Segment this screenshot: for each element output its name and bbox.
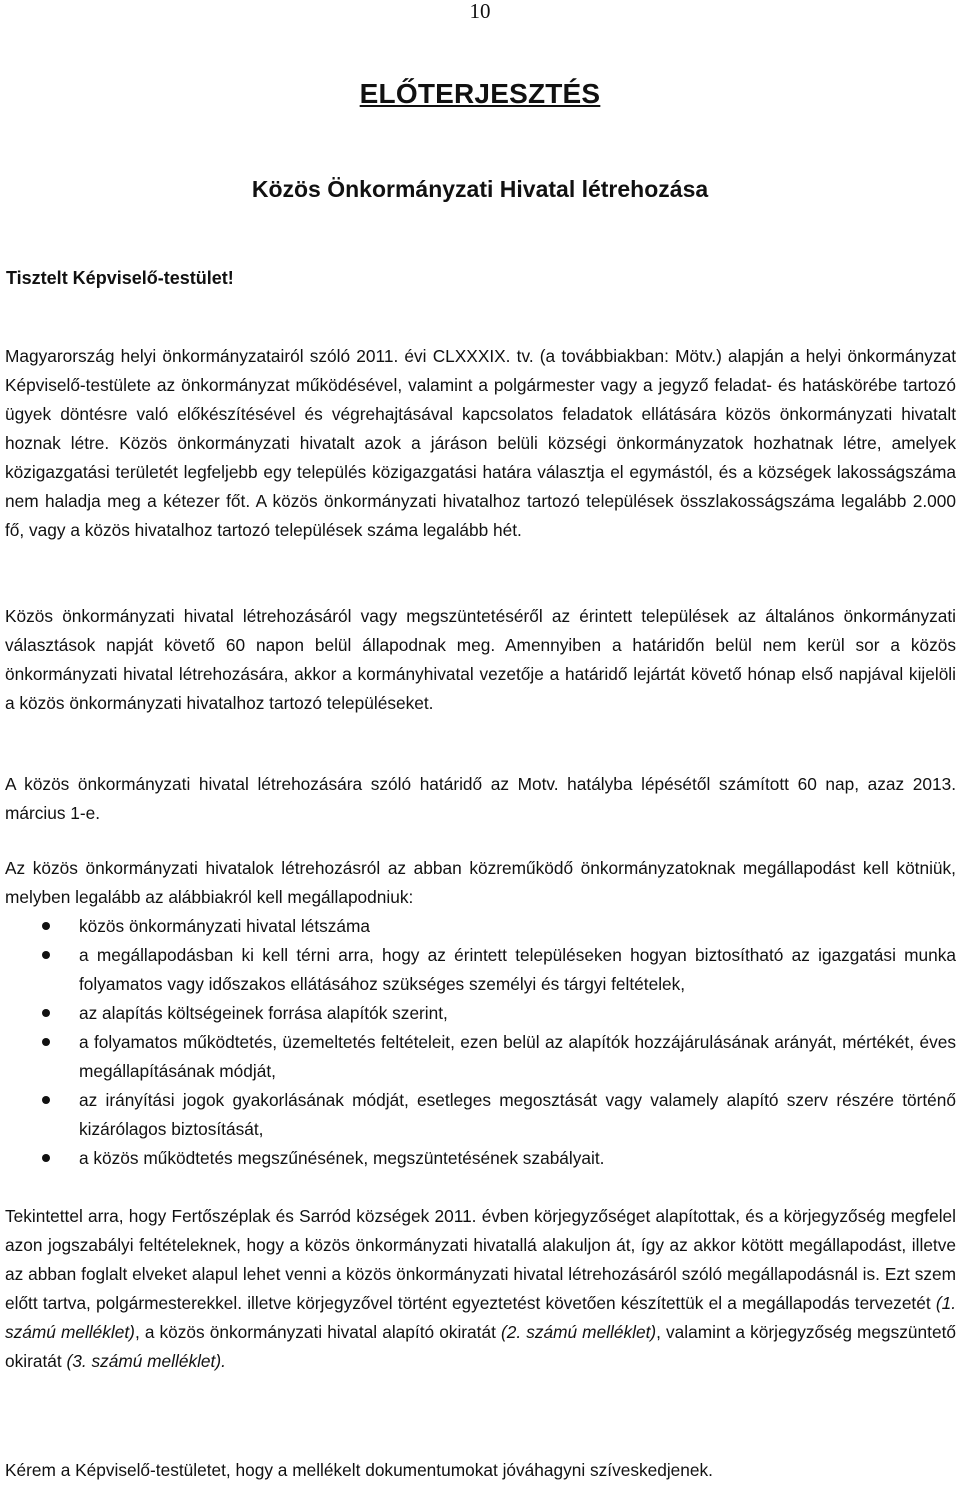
page-number: 10 [469,0,491,23]
list-item [5,1144,956,1173]
bullet-icon [41,912,51,941]
list-item [5,941,956,999]
list-item [5,1086,956,1144]
list-item [5,999,956,1028]
document-subtitle: Közös Önkormányzati Hivatal létrehozása [251,176,709,202]
bullet-icon [41,1028,51,1057]
paragraph-legal-basis [5,342,956,545]
paragraph-deadline-rules [5,602,956,718]
list-item [5,912,956,941]
salutation: Tisztelt Képviselő-testület! [6,268,234,288]
annex-reference-1: (1. számú melléklet) [5,1293,956,1342]
paragraph-text: , a közös önkormányzati hivatal alapító okiratát [134,1322,501,1342]
paragraph-deadline-date [5,770,956,828]
paragraph-text: Kérem a Képviselő-testületet, hogy a mellékelt dokumentumokat jóváhagyni szíveskedjenek. [5,1460,713,1480]
bullet-icon [41,941,51,970]
paragraph-text: , valamint a körjegyzőség megszüntető okiratát [5,1322,956,1371]
document-title: ELŐTERJESZTÉS [359,78,601,109]
list-item-text: a közös működtetés megszűnésének, megszüntetésének szabályait. [79,1148,605,1168]
list-item-text: közös önkormányzati hivatal létszáma [79,916,371,936]
list-item [5,1028,956,1086]
closing-request [5,1456,956,1485]
bullet-icon [41,999,51,1028]
paragraph-text: Tekintettel arra, hogy Fertőszéplak és Sarród községek 2011. évben körjegyzőséget alapítottak, és a körjegyzőség megfelel azon jogszabályi feltételeknek, hogy a közös önkormányzati hivatallá alakuljon át, így az akkor kötött megállapodást, illetve az abban foglalt elveket alapul lehet venni a közös önkormányzati hivatal létrehozásáról szóló megállapodásnál is. Ezt szem előtt tartva, polgármesterekkel. illetve körjegyzővel történt egyeztetést követően készítettük el a megállapodás tervezetét [5,1206,956,1313]
paragraph-text: A közös önkormányzati hivatal létrehozására szóló határidő az Motv. hatályba lépésétől számított 60 nap, azaz 2013. március 1-e. [5,774,956,823]
annex-reference-3: (3. számú melléklet). [66,1351,226,1371]
list-item-text: a folyamatos működtetés, üzemeltetés feltételeit, ezen belül az alapítók hozzájárulásának arányát, mértékét, éves megállapításának módját, [79,1032,956,1081]
annex-reference-2: (2. számú melléklet) [500,1322,657,1342]
list-item-text: az alapítás költségeinek forrása alapítók szerint, [79,1003,448,1023]
bullet-icon [41,1144,51,1173]
bullet-icon [41,1086,51,1115]
list-item-text: a megállapodásban ki kell térni arra, hogy az érintett településeken hogyan biztosítható az igazgatási munka folyamatos vagy időszakos ellátásához szükséges személyi és tárgyi feltételek, [79,945,956,994]
paragraph-draft-documents [5,1202,956,1376]
list-item-text: az irányítási jogok gyakorlásának módját, esetleges megosztását vagy valamely alapító szerv részére történő kizárólagos biztosítását, [79,1090,956,1139]
conditions-list [5,912,956,1173]
paragraph-agreement [5,854,956,1376]
paragraph-text: Magyarország helyi önkormányzatairól szóló 2011. évi CLXXXIX. tv. (a továbbiakban: Mötv.) alapján a helyi önkormányzat Képviselő-testülete az önkormányzat működésével, valamint a polgármester vagy a jegyző feladat- és hatáskörébe tartozó ügyek döntésre való előkészítésével és végrehajtásával kapcsolatos feladatok ellátására közös önkormányzati hivatalt hoznak létre. Közös önkormányzati hivatalt azok a járáson belüli községi önkormányzatok hozhatnak létre, amelyek közigazgatási területét legfeljebb egy település közigazgatási határa választja el egymástól, és a községek lakosságszáma nem haladja meg a kétezer főt. A közös önkormányzati hivatalhoz tartozó települések összlakosságszáma legalább 2.000 fő, vagy a közös hivatalhoz tartozó települések száma legalább hét. [5,346,956,540]
paragraph-text: Az közös önkormányzati hivatalok létrehozásról az abban közreműködő önkormányzatoknak megállapodást kell kötniük, melyben legalább az alábbiakról kell megállapodniuk: [5,858,956,907]
paragraph-text: Közös önkormányzati hivatal létrehozásáról vagy megszüntetéséről az érintett települések az általános önkormányzati választások napját követő 60 napon belül állapodnak meg. Amennyiben a határidőn belül nem kerül sor a közös önkormányzati hivatal létrehozására, akkor a kormányhivatal vezetője a határidő lejártát követő hónap első napjával kijelöli a közös önkormányzati hivatalhoz tartozó településeket. [5,606,956,713]
